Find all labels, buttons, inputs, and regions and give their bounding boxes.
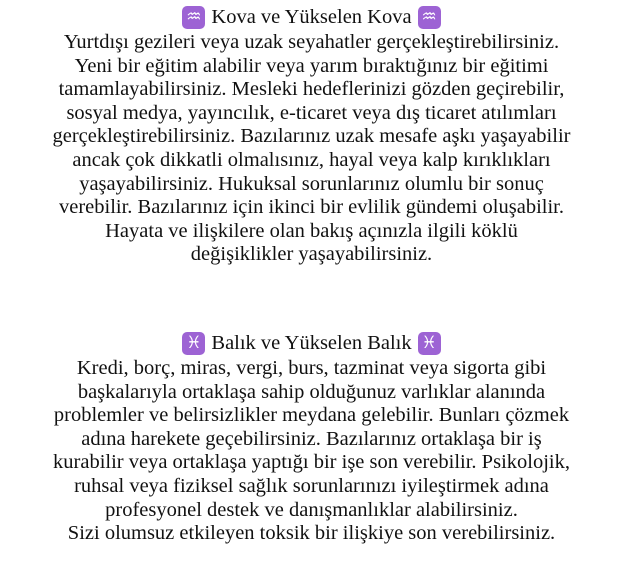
pisces-section — [0, 331, 623, 546]
paragraph-line: profesyonel destek ve danışmanlıklar alabilirsiniz. — [105, 498, 518, 521]
section-heading — [0, 331, 623, 356]
pisces-icon: ♓ — [182, 332, 205, 355]
aquarius-icon: ♒ — [418, 6, 441, 29]
paragraph-line: tamamlayabilirsiniz. Mesleki hedeflerinizi gözden geçirebilir, — [58, 78, 565, 101]
paragraph-line: Yurtdışı gezileri veya uzak seyahatler gerçekleştirebilirsiniz. — [63, 31, 560, 53]
paragraph-line: başkalarıyla ortaklaşa sahip olduğunuz varlıklar alanında — [77, 380, 546, 403]
paragraph-line: Kredi, borç, miras, vergi, burs, tazminat veya sigorta gibi — [76, 357, 547, 379]
paragraph-line: ancak çok dikkatli olmalısınız, hayal veya kalp kırıklıkları — [72, 148, 551, 171]
paragraph-line: kurabilir veya ortaklaşa yaptığı bir işe son verebilir. Psikolojik, — [53, 451, 570, 474]
paragraph-line: Yeni bir eğitim alabilir veya yarım bıraktığınız bir eğitimi — [74, 54, 549, 77]
paragraph-line: verebilir. Bazılarınız için ikinci bir evlilik gündemi oluşabilir. — [59, 196, 564, 219]
paragraph-line: sosyal medya, yayıncılık, e-ticaret veya dış ticaret atılımları — [66, 101, 557, 124]
aquarius-section — [0, 5, 623, 267]
pisces-icon: ♓ — [418, 332, 441, 355]
paragraph-line: problemler ve belirsizlikler meydana gelebilir. Bunları çözmek — [53, 404, 570, 427]
paragraph-line: Hayata ve ilişkilere olan bakış açınızla ilgili köklü — [105, 219, 518, 242]
aquarius-icon: ♒ — [182, 6, 205, 29]
paragraph-line: adına harekete geçebilirsiniz. Bazılarınız ortaklaşa bir iş — [81, 427, 542, 450]
paragraph-line: Sizi olumsuz etkileyen toksik bir ilişkiye son verebilirsiniz. — [67, 522, 556, 545]
section-heading — [0, 5, 623, 30]
section-title: Kova ve Yükselen Kova — [211, 5, 412, 28]
paragraph-line: değişiklikler yaşayabilirsiniz. — [190, 243, 433, 266]
paragraph-line: gerçekleştirebilirsiniz. Bazılarınız uzak mesafe aşkı yaşayabilir — [52, 125, 571, 148]
paragraph-line: ruhsal veya fiziksel sağlık sorunlarınızı iyileştirmek adına — [74, 474, 549, 497]
section-title: Balık ve Yükselen Balık — [211, 331, 412, 354]
paragraph-line: yaşayabilirsiniz. Hukuksal sorunlarınız olumlu bir sonuç — [79, 172, 544, 195]
